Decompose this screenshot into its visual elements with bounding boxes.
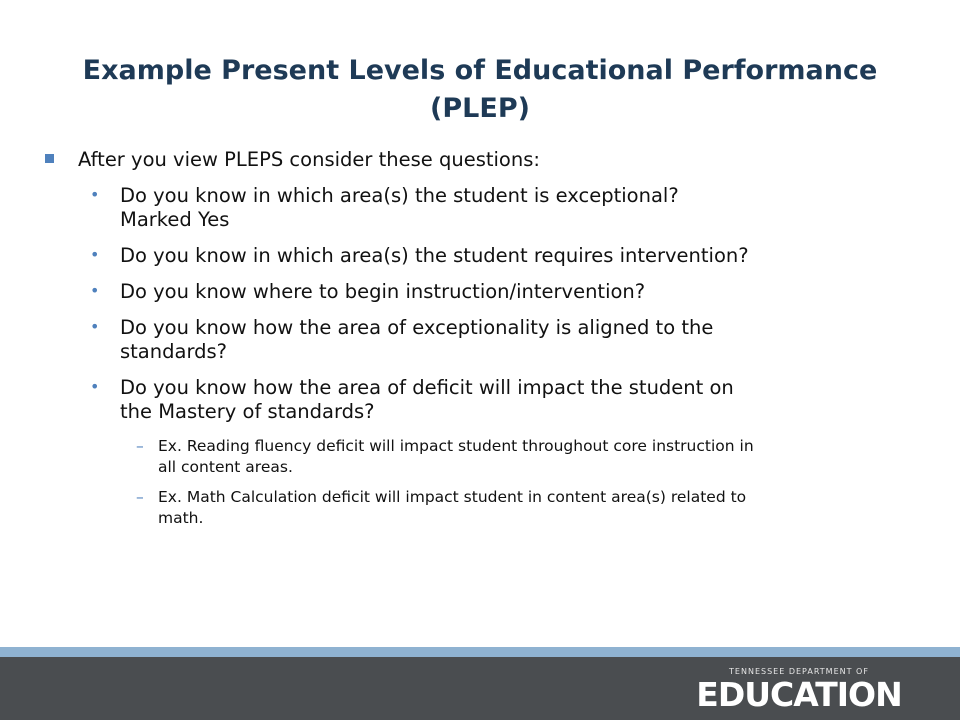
dot-bullet-icon: •	[90, 317, 100, 336]
question-text-line2: Marked Yes	[120, 208, 230, 231]
slide-title	[40, 52, 920, 128]
main-bullet-text: After you view PLEPS consider these questions:	[78, 148, 540, 171]
example-text-line2: all content areas.	[158, 458, 293, 476]
question-text-line1: Do you know in which area(s) the student requires intervention?	[120, 244, 749, 267]
dot-bullet-icon: •	[90, 281, 100, 300]
question-text-line1: Do you know in which area(s) the student is exceptional?	[120, 184, 679, 207]
dot-bullet-icon: •	[90, 185, 100, 204]
question-bullet	[40, 316, 920, 364]
question-bullet	[40, 376, 920, 424]
slide-content	[40, 148, 920, 538]
example-text-line1: Ex. Math Calculation deficit will impact student in content area(s) related to	[158, 488, 747, 506]
question-text-line1: Do you know how the area of exceptionality is aligned to the	[120, 316, 714, 339]
dot-bullet-icon: •	[90, 245, 100, 264]
title-line-1: Example Present Levels of Educational Performance	[82, 55, 878, 86]
logo-title: EDUCATION	[696, 675, 902, 714]
logo-subtitle: TENNESSEE DEPARTMENT OF	[729, 667, 869, 676]
footer-accent-bar	[0, 647, 960, 657]
example-text-line1: Ex. Reading fluency deficit will impact student throughout core instruction in	[158, 437, 754, 455]
main-bullet	[40, 148, 920, 172]
question-bullet	[40, 244, 920, 268]
square-bullet-icon	[45, 154, 54, 163]
question-bullet	[40, 280, 920, 304]
dash-bullet-icon: –	[136, 437, 144, 455]
dash-bullet-icon: –	[136, 488, 144, 506]
title-line-2: (PLEP)	[430, 93, 530, 124]
question-text-line1: Do you know where to begin instruction/intervention?	[120, 280, 646, 303]
question-text-line2: the Mastery of standards?	[120, 400, 375, 423]
education-logo	[692, 667, 906, 713]
example-item	[40, 487, 920, 529]
question-text-line2: standards?	[120, 340, 228, 363]
dot-bullet-icon: •	[90, 377, 100, 396]
question-text-line1: Do you know how the area of deficit will impact the student on	[120, 376, 734, 399]
example-item	[40, 436, 920, 478]
example-text-line2: math.	[158, 509, 204, 527]
question-bullet	[40, 184, 920, 232]
